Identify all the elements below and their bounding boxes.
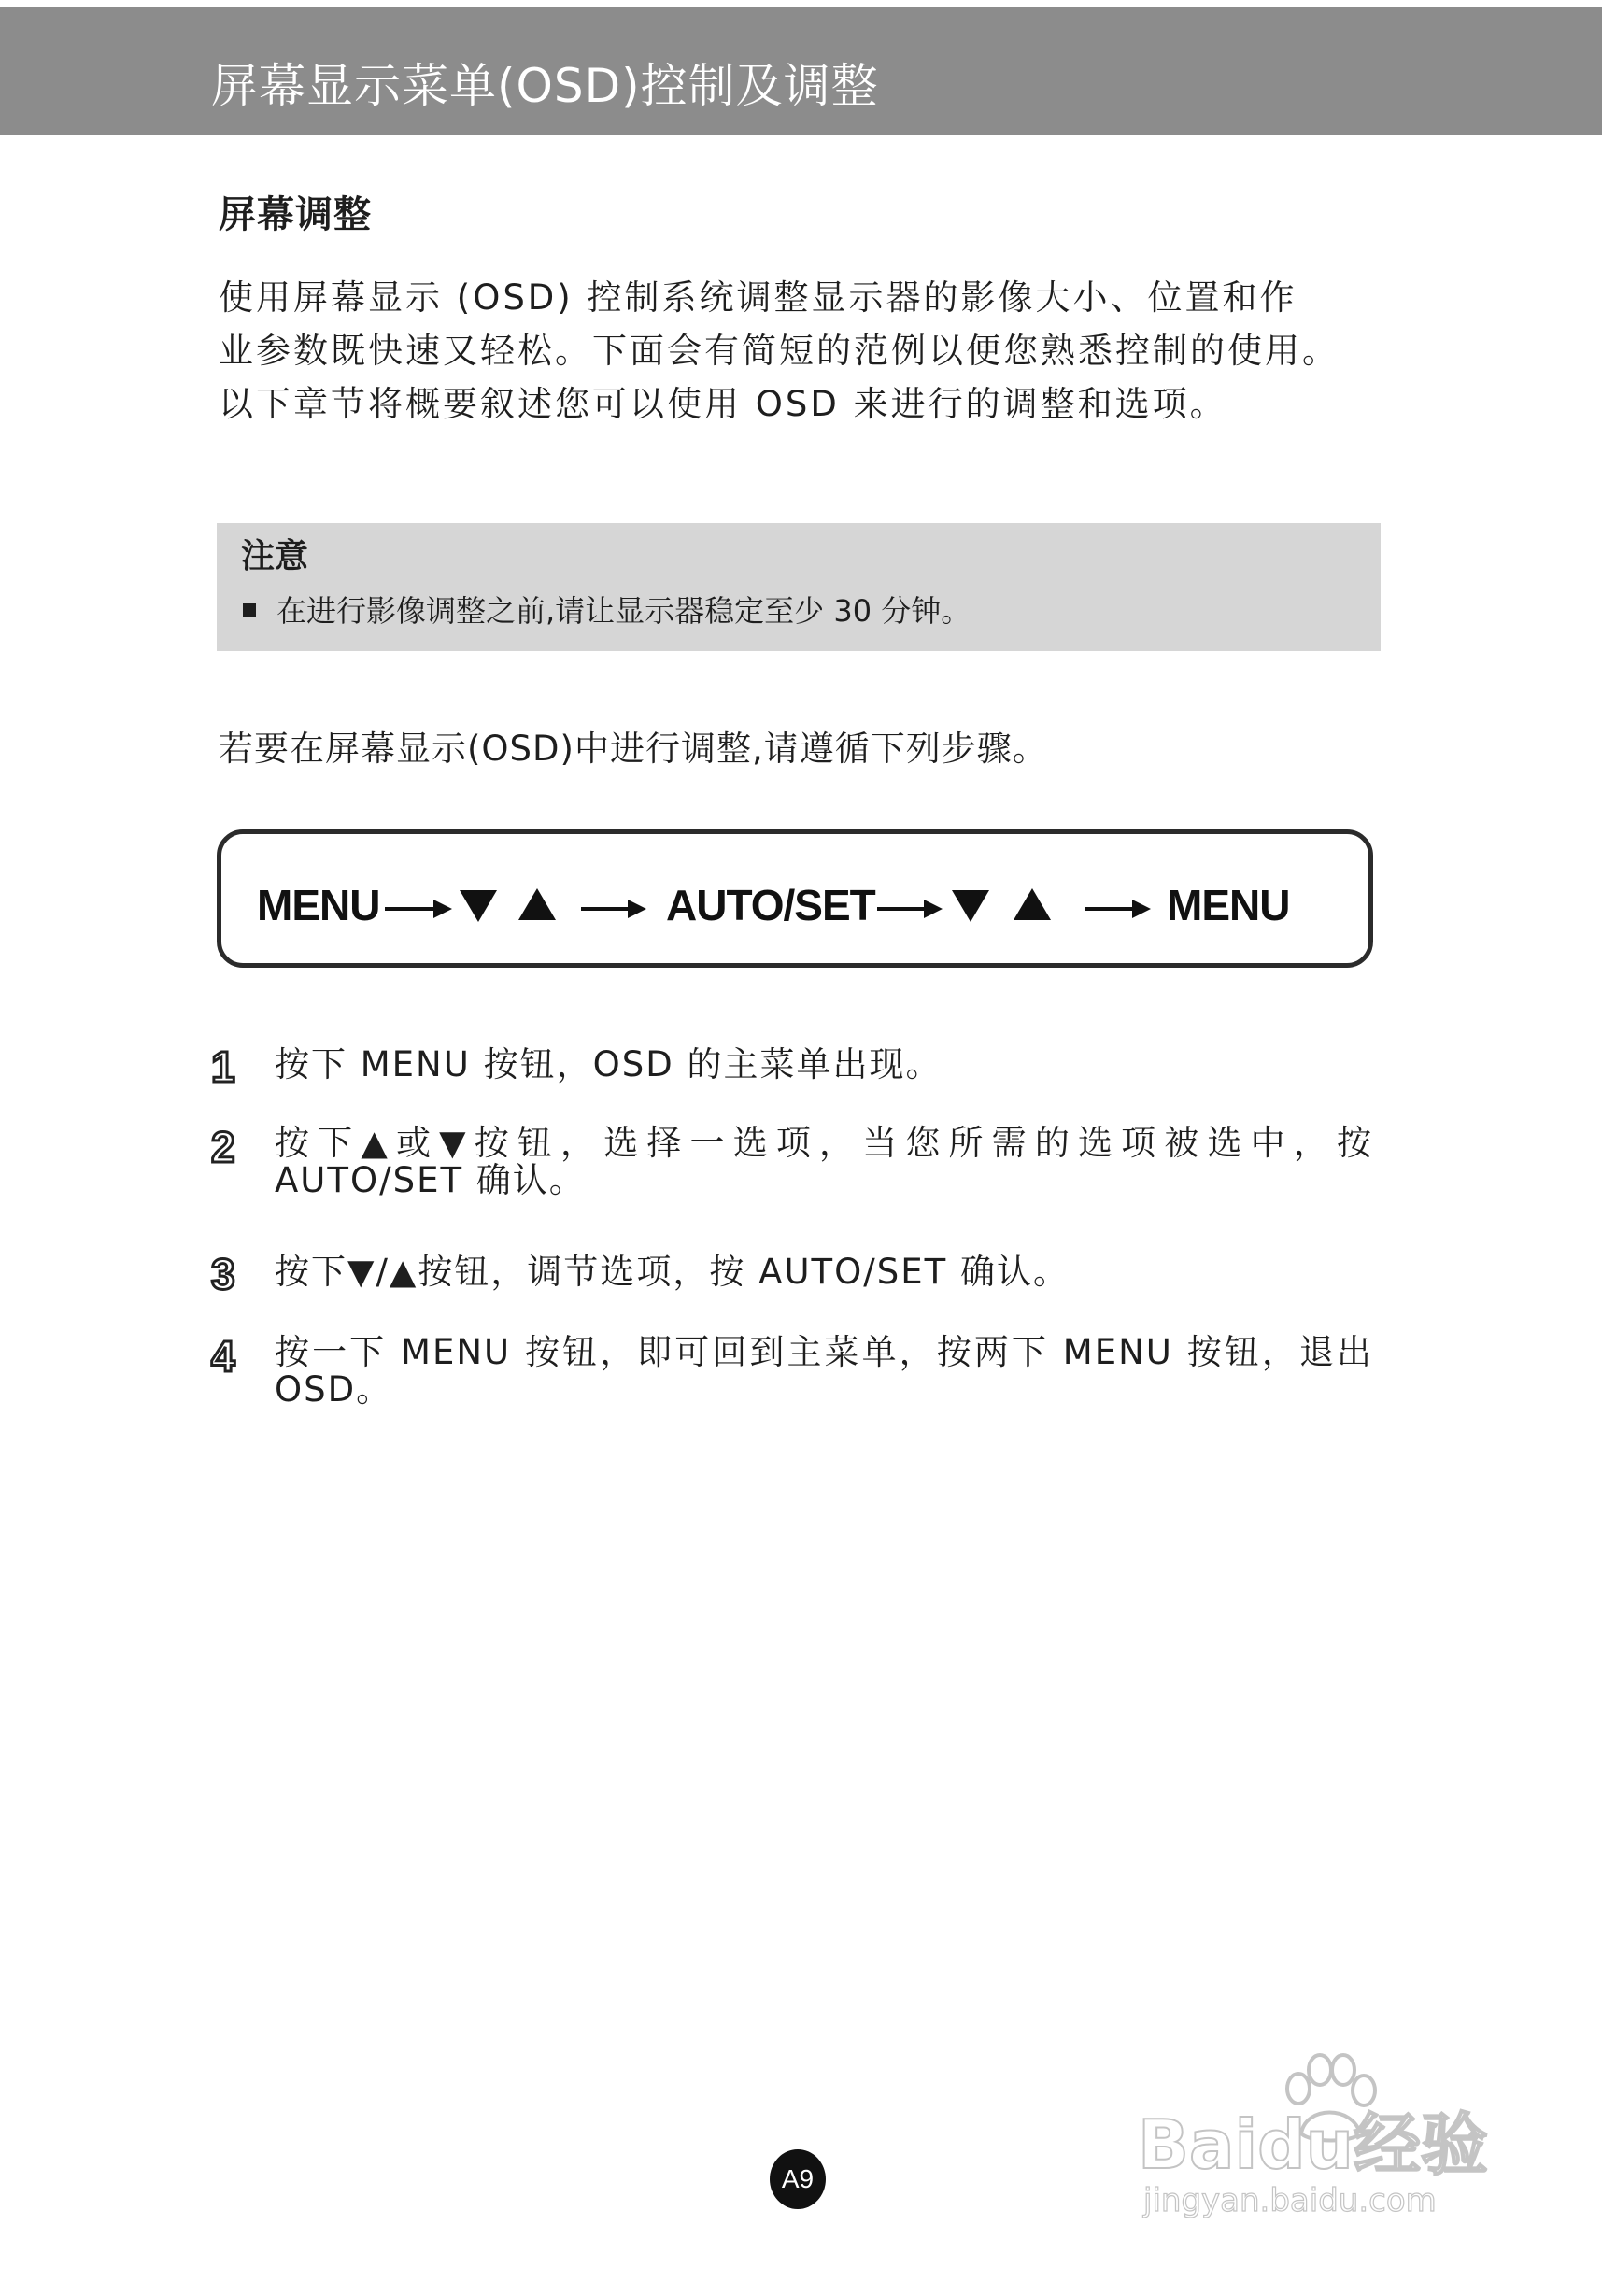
note-item-text: 在进行影像调整之前,请让显示器稳定至少 30 分钟。 <box>276 593 971 629</box>
square-bullet-icon <box>243 603 256 617</box>
up-triangle-icon <box>1014 888 1051 920</box>
step-number: 4 <box>211 1332 235 1381</box>
step-text: 按一下 MENU 按钮，即可回到主菜单，按两下 MENU 按钮，退出 OSD。 <box>275 1332 1373 1410</box>
right-arrow-icon <box>581 900 646 918</box>
page-title: 屏幕显示菜单(OSD)控制及调整 <box>211 59 879 113</box>
right-arrow-icon <box>385 900 452 918</box>
intro-paragraph <box>219 271 1386 431</box>
page-number: A9 <box>770 2149 826 2209</box>
step-text: 按下 MENU 按钮，OSD 的主菜单出现。 <box>275 1044 943 1084</box>
step-text: 按下▲或▼按钮，选择一选项，当您所需的选项被选中，按 AUTO/SET 确认。 <box>275 1123 1373 1200</box>
intro-line: 业参数既快速又轻松。下面会有简短的范例以便您熟悉控制的使用。 <box>219 331 1340 371</box>
watermark-url: jingyan.baidu.com <box>1143 2182 1437 2219</box>
baidu-jingyan-watermark <box>1138 2051 1511 2219</box>
intro-line: 使用屏幕显示 (OSD) 控制系统调整显示器的影像大小、位置和作 <box>219 277 1297 318</box>
up-triangle-icon <box>518 888 556 920</box>
step-number: 2 <box>211 1123 235 1171</box>
flow-autoset-label: AUTO/SET <box>666 881 875 929</box>
flow-menu-end-label: MENU <box>1167 881 1290 929</box>
note-item <box>243 592 971 630</box>
right-arrow-icon <box>877 900 943 918</box>
step-number: 1 <box>211 1042 235 1091</box>
step-text: 按下▼/▲按钮，调节选项，按 AUTO/SET 确认。 <box>275 1252 1070 1292</box>
intro-line: 以下章节将概要叙述您可以使用 OSD 来进行的调整和选项。 <box>219 384 1227 424</box>
section-heading: 屏幕调整 <box>219 193 372 236</box>
osd-flow-diagram <box>217 829 1373 968</box>
right-arrow-icon <box>1085 900 1151 918</box>
steps-intro: 若要在屏幕显示(OSD)中进行调整,请遵循下列步骤。 <box>219 729 1048 769</box>
note-box <box>217 523 1381 651</box>
down-triangle-icon <box>952 890 989 922</box>
step-number: 3 <box>211 1250 235 1298</box>
down-triangle-icon <box>460 890 497 922</box>
flow-menu-start-label: MENU <box>257 881 380 929</box>
watermark-logo: Baidu经验 <box>1138 2105 1488 2184</box>
note-title: 注意 <box>241 537 309 575</box>
